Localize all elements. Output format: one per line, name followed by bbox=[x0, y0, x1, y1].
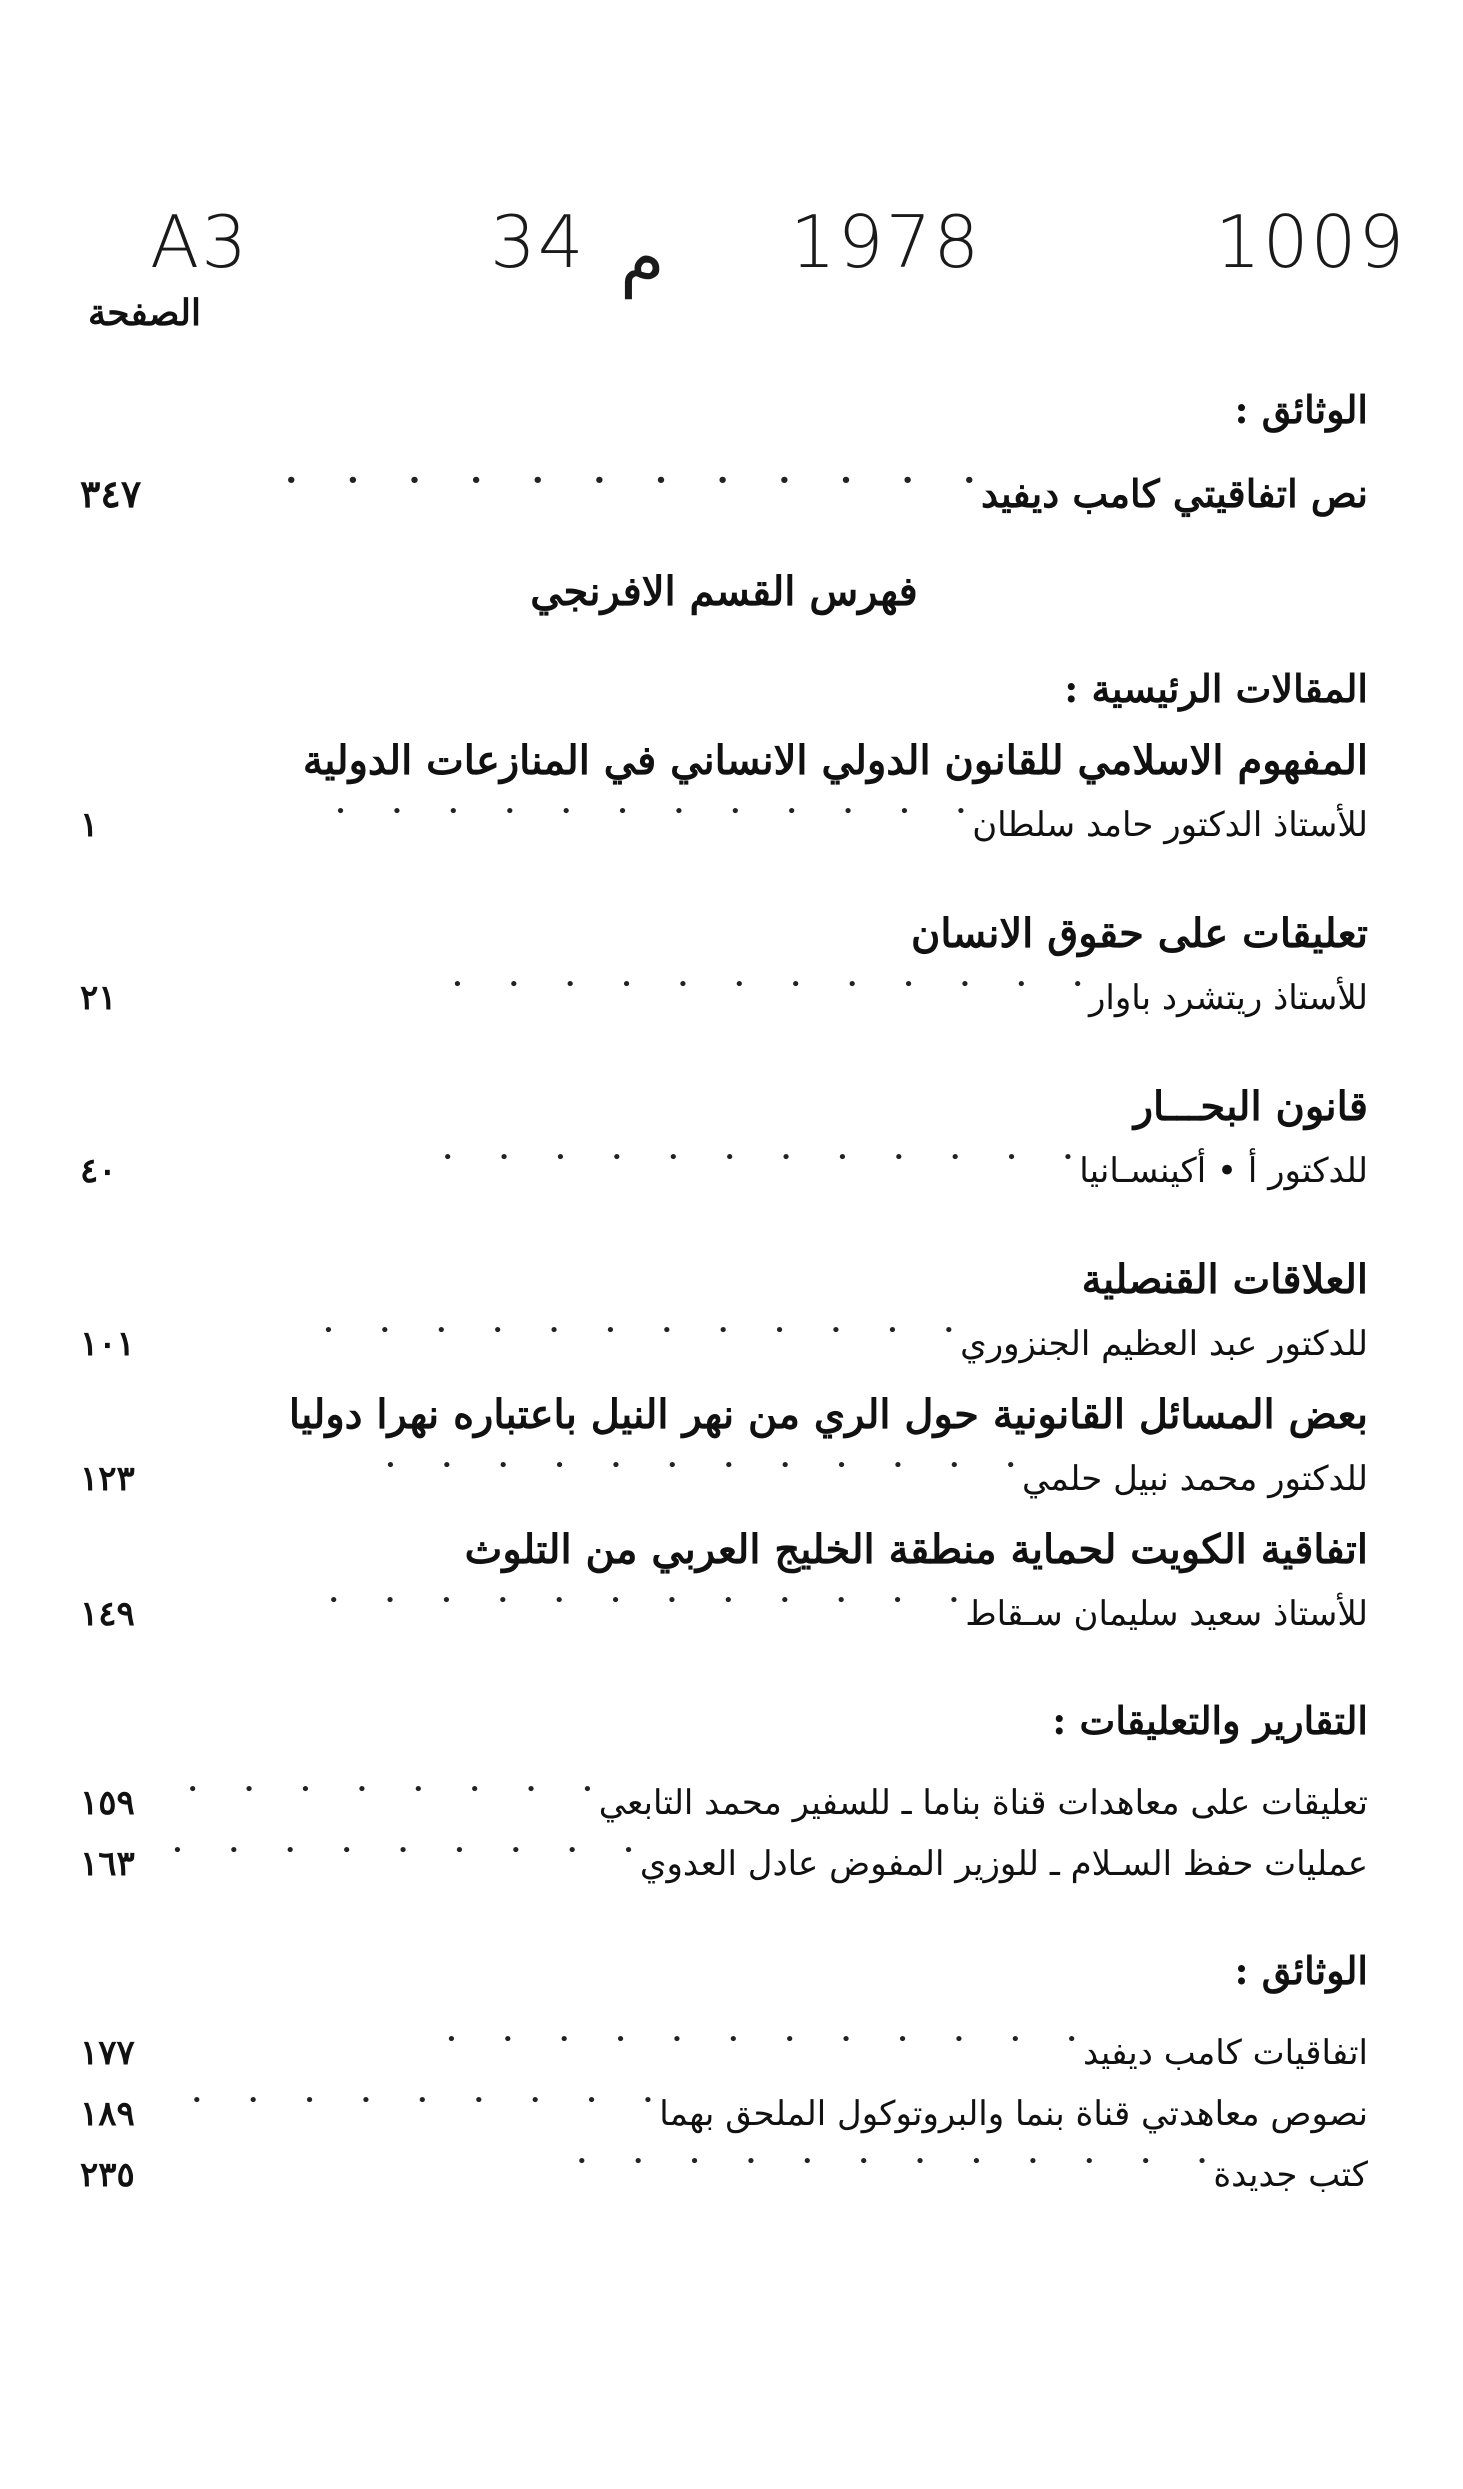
entry-title: نص اتفاقيتي كامب ديفيد bbox=[981, 471, 1368, 516]
page-column-label: الصفحة bbox=[88, 292, 201, 334]
handwritten-volume: 34 bbox=[490, 200, 586, 284]
toc-entry[interactable] bbox=[80, 788, 1368, 849]
toc-entry[interactable] bbox=[80, 961, 1368, 1022]
entry-page: ١٢٣ bbox=[80, 1459, 135, 1499]
entry-page: ١٨٩ bbox=[80, 2094, 135, 2134]
report-title: عمليات حفظ السـلام ـ للوزير المفوض عادل العدوي bbox=[639, 1844, 1368, 1884]
handwritten-code: A3 bbox=[150, 200, 250, 284]
dot-leader bbox=[170, 2016, 1083, 2064]
documents-heading-1: الوثائق : bbox=[1234, 387, 1368, 432]
foreign-index-heading: فهرس القسم الافرنجي bbox=[530, 568, 918, 615]
dot-leader bbox=[170, 788, 972, 836]
toc-entry[interactable] bbox=[80, 1577, 1368, 1638]
entry-page: ١٥٩ bbox=[80, 1783, 135, 1823]
article-author: للدكتور عبد العظيم الجنزوري bbox=[960, 1324, 1368, 1364]
toc-entry[interactable] bbox=[80, 1442, 1368, 1503]
entry-page: ١٤٩ bbox=[80, 1594, 135, 1634]
article-title: قانون البحـــار bbox=[1133, 1083, 1368, 1130]
toc-entry[interactable] bbox=[80, 1827, 1368, 1888]
main-articles-heading: المقالات الرئيسية : bbox=[1064, 666, 1368, 711]
entry-page: ٢٣٥ bbox=[80, 2155, 135, 2195]
dot-leader bbox=[170, 2077, 659, 2125]
article-author: للدكتور أ • أكينسـانيا bbox=[1079, 1151, 1368, 1191]
toc-entry[interactable] bbox=[80, 1134, 1368, 1195]
documents-heading-2: الوثائق : bbox=[1234, 1948, 1368, 1993]
dot-leader bbox=[170, 1134, 1079, 1182]
dot-leader bbox=[170, 1827, 640, 1875]
article-author: للأستاذ ريتشرد باوار bbox=[1089, 978, 1368, 1018]
dot-leader bbox=[170, 1577, 965, 1625]
handwritten-year: 1978 bbox=[790, 200, 982, 284]
toc-entry[interactable] bbox=[80, 2016, 1368, 2077]
table-of-contents bbox=[80, 385, 1368, 2199]
entry-page: ٤٠ bbox=[80, 1151, 117, 1191]
article-title: العلاقات القنصلية bbox=[1081, 1256, 1368, 1303]
entry-page: ٣٤٧ bbox=[80, 471, 142, 516]
article-title: تعليقات على حقوق الانسان bbox=[910, 910, 1368, 957]
article-title: المفهوم الاسلامي للقانون الدولي الانساني في المنازعات الدولية bbox=[302, 737, 1368, 784]
article-author: للأستاذ الدكتور حامد سلطان bbox=[972, 805, 1368, 845]
toc-entry[interactable] bbox=[80, 1307, 1368, 1368]
article-author: للدكتور محمد نبيل حلمي bbox=[1022, 1459, 1368, 1499]
entry-page: ١٧٧ bbox=[80, 2033, 135, 2073]
toc-entry[interactable] bbox=[80, 455, 1368, 520]
article-author: للأستاذ سعيد سليمان سـقاط bbox=[965, 1594, 1368, 1634]
document-title: اتفاقيات كامب ديفيد bbox=[1082, 2033, 1368, 2073]
dot-leader bbox=[170, 1442, 1022, 1490]
entry-page: ٢١ bbox=[80, 978, 117, 1018]
dot-leader bbox=[170, 455, 981, 507]
article-title: بعض المسائل القانونية حول الري من نهر النيل باعتباره نهرا دوليا bbox=[288, 1391, 1368, 1438]
handwritten-number: 1009 bbox=[1215, 200, 1407, 284]
entry-page: ١٦٣ bbox=[80, 1844, 135, 1884]
toc-entry[interactable] bbox=[80, 2138, 1368, 2199]
handwritten-letter: م bbox=[620, 215, 665, 299]
dot-leader bbox=[170, 1307, 960, 1355]
report-title: تعليقات على معاهدات قناة بناما ـ للسفير محمد التابعي bbox=[598, 1783, 1368, 1823]
dot-leader bbox=[170, 1766, 599, 1814]
article-title: اتفاقية الكويت لحماية منطقة الخليج العربي من التلوث bbox=[464, 1526, 1368, 1573]
document-title: نصوص معاهدتي قناة بنما والبروتوكول الملحق بهما bbox=[659, 2094, 1368, 2134]
entry-page: ١ bbox=[80, 805, 99, 845]
document-title: كتب جديدة bbox=[1213, 2155, 1368, 2195]
dot-leader bbox=[170, 2138, 1213, 2186]
toc-entry[interactable] bbox=[80, 2077, 1368, 2138]
dot-leader bbox=[170, 961, 1089, 1009]
entry-page: ١٠١ bbox=[80, 1324, 135, 1364]
reports-heading: التقارير والتعليقات : bbox=[1052, 1698, 1368, 1743]
toc-entry[interactable] bbox=[80, 1766, 1368, 1827]
